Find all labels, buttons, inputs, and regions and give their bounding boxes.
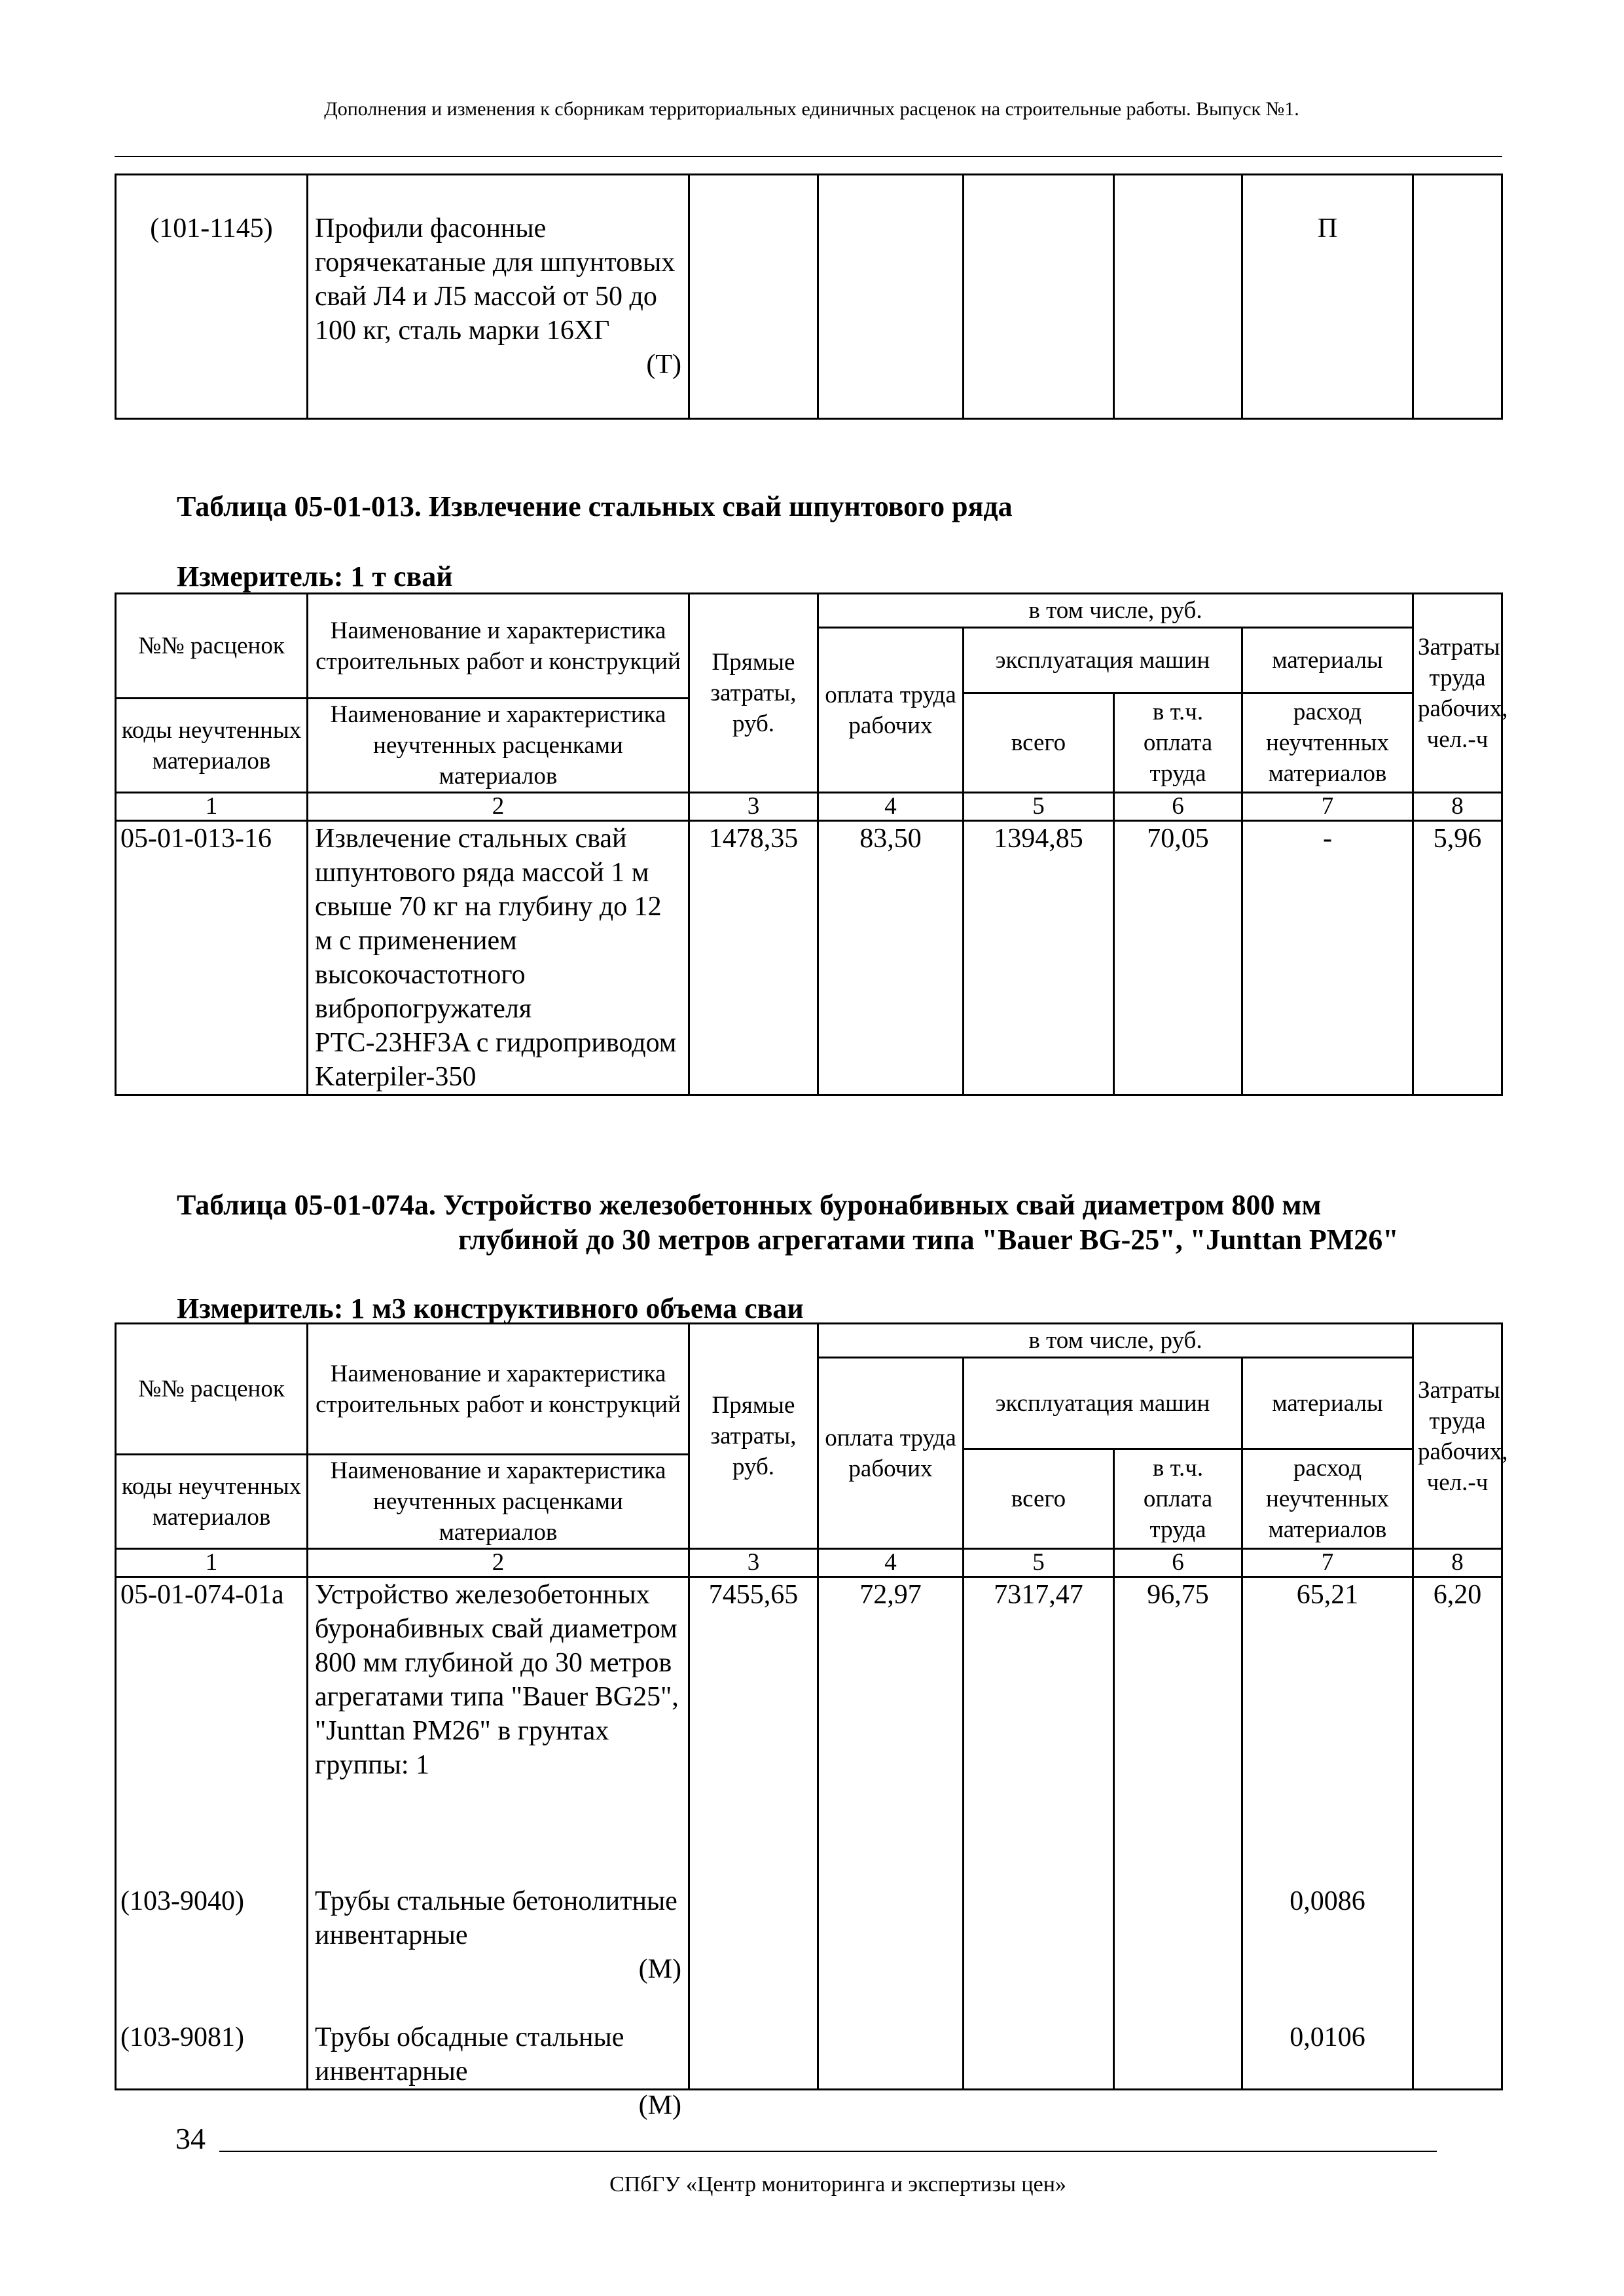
col-total-label: всего xyxy=(964,693,1114,793)
material-name: Трубы обсадные стальные инвентарные xyxy=(315,2022,624,2086)
header-rule xyxy=(115,156,1502,157)
table-title-line1: Таблица 05-01-074а. Устройство железобетонных буронабивных свай диаметром 800 мм xyxy=(177,1189,1322,1221)
material-qty: 0,0086 xyxy=(1290,1886,1365,1916)
page-number: 34 xyxy=(175,2122,206,2155)
col-incl-pay-label: в т.ч. оплата труда xyxy=(1114,693,1242,793)
col-machines-label: эксплуатация машин xyxy=(964,628,1242,693)
col-mat-use-label: расход неучтенных материалов xyxy=(1242,693,1413,793)
running-header: Дополнения и изменения к сборникам территориальных единичных расценок на строительные работы. Выпуск №1. xyxy=(324,98,1299,120)
row-materials-cell xyxy=(1242,1577,1413,2090)
col-materials-label: материалы xyxy=(1242,1358,1413,1449)
footer-org: СПбГУ «Центр мониторинга и экспертизы цен» xyxy=(609,2172,1066,2196)
col-labor-pay-label: оплата труда рабочих xyxy=(818,1358,964,1549)
row-direct: 7455,65 xyxy=(689,1577,818,2090)
row-names-cell xyxy=(308,1577,689,2121)
material-name-block xyxy=(315,1884,681,1986)
col-incl-pay-label: в т.ч. оплата труда xyxy=(1114,1449,1242,1549)
col-code-label-2: коды неучтенных материалов xyxy=(116,1455,308,1549)
col-name-label-2: Наименование и характеристика неучтенных расценками материалов xyxy=(308,699,689,793)
material-category: П xyxy=(1242,175,1413,419)
col-incl-label: в том числе, руб. xyxy=(818,594,1413,628)
row-machines-total: 7317,47 xyxy=(964,1577,1114,2090)
material-code: (103-9081) xyxy=(120,2022,244,2052)
col-code-label: №№ расценок xyxy=(116,1324,308,1455)
material-name-block xyxy=(315,2020,681,2121)
col-code-label-2: коды неучтенных материалов xyxy=(116,699,308,793)
row-materials: - xyxy=(1242,821,1413,1095)
table-title: Таблица 05-01-013. Извлечение стальных свай шпунтового ряда xyxy=(177,490,1013,522)
row-name: Устройство железобетонных буронабивных свай диаметром 800 мм глубиной до 30 метров агрегатами типа "Bauer BG25", "Junttan PM26" в грунтах группы: 1 xyxy=(315,1580,679,1780)
row-labor-cost: 6,20 xyxy=(1413,1577,1502,2090)
material-tag: (Т) xyxy=(646,350,681,380)
col-labor-pay-label: оплата труда рабочих xyxy=(818,628,964,793)
row-code: 05-01-013-16 xyxy=(116,821,308,1095)
col-name-label: Наименование и характеристика строительных работ и конструкций xyxy=(308,594,689,699)
row-code: 05-01-074-01а xyxy=(120,1580,284,1610)
rates-table-013: №№ расценок Наименование и характеристика строительных работ и конструкций Прямые затраты, руб. в том числе, руб. Затраты труда рабочих, чел.-ч оплата труда рабочих эксплуатация машин материалы всего в т.ч. оплата труда расход неучтенных материалов коды неучтенных материалов Наименование и характеристика неучтенных расценками материалов 1 2 3 4 5 6 7 8 05-01-013-16 Извлечение стальных свай шпунтового ряда массой 1 м свыше 70 кг на глубину до 12 м с применением высокочастотного вибропогружателя РТС-23HF3A с гидроприводом Katerpiler-350 1478,35 83,50 1394,85 70,05 - 5,96 xyxy=(115,592,1503,1096)
material-tag: (М) xyxy=(638,2090,681,2121)
col-code-label: №№ расценок xyxy=(116,594,308,699)
row-materials: 65,21 xyxy=(1296,1580,1359,1610)
col-direct-label: Прямые затраты, руб. xyxy=(689,594,818,793)
col-mat-use-label: расход неучтенных материалов xyxy=(1242,1449,1413,1549)
col-labor-cost-label: Затраты труда рабочих, чел.-ч xyxy=(1413,1324,1502,1549)
row-direct: 1478,35 xyxy=(689,821,818,1095)
table-row xyxy=(116,1577,1502,2090)
measure-unit: Измеритель: 1 т свай xyxy=(177,560,453,592)
material-name: Трубы стальные бетонолитные инвентарные xyxy=(315,1886,677,1950)
table-title-line2: глубиной до 30 метров агрегатами типа "Bauer BG-25", "Junttan PM26" xyxy=(458,1224,1399,1256)
material-code: (101-1145) xyxy=(116,175,308,419)
row-machines-total: 1394,85 xyxy=(964,821,1114,1095)
col-name-label: Наименование и характеристика строительных работ и конструкций xyxy=(308,1324,689,1455)
footer-rule xyxy=(219,2151,1437,2152)
row-labor-cost: 5,96 xyxy=(1413,821,1502,1095)
col-incl-label: в том числе, руб. xyxy=(818,1324,1413,1358)
row-labor: 72,97 xyxy=(818,1577,964,2090)
material-name xyxy=(308,175,689,419)
row-name: Извлечение стальных свай шпунтового ряда массой 1 м свыше 70 кг на глубину до 12 м с применением высокочастотного вибропогружателя РТС-23HF3A с гидроприводом Katerpiler-350 xyxy=(308,821,689,1095)
col-materials-label: материалы xyxy=(1242,628,1413,693)
material-name-text: Профили фасонные горячекатаные для шпунтовых свай Л4 и Л5 массой от 50 до 100 кг, сталь марки 16ХГ xyxy=(315,213,676,346)
rates-table-074a: №№ расценок Наименование и характеристика строительных работ и конструкций Прямые затраты, руб. в том числе, руб. Затраты труда рабочих, чел.-ч оплата труда рабочих эксплуатация машин материалы всего в т.ч. оплата труда расход неучтенных материалов коды неучтенных материалов Наименование и характеристика неучтенных расценками материалов 1 2 3 4 5 6 7 8 05-01-074-01а (103-9040) (103-9081) Устройство железобетонных буронабивных свай диаметром 800 мм глубиной до 30 метров агрегатами типа "Bauer BG25", "Junttan PM26" в грунтах группы: 1 Трубы стальные бетонолитные инвентарные (М) Трубы обсадные стальные инвентарные (М) 7455,65 72,97 7317,47 96,75 65,21 0,0086 0,0106 6,20 xyxy=(115,1322,1503,2090)
row-codes-cell xyxy=(116,1577,308,2090)
col-labor-cost-label: Затраты труда рабочих, чел.-ч xyxy=(1413,594,1502,793)
col-name-label-2: Наименование и характеристика неучтенных расценками материалов xyxy=(308,1455,689,1549)
material-code: (103-9040) xyxy=(120,1886,244,1916)
continuation-table xyxy=(115,173,1503,420)
measure-unit: Измеритель: 1 м3 конструктивного объема сваи xyxy=(177,1292,804,1324)
row-machines-pay: 70,05 xyxy=(1114,821,1242,1095)
material-qty: 0,0106 xyxy=(1290,2022,1365,2052)
row-labor: 83,50 xyxy=(818,821,964,1095)
col-direct-label: Прямые затраты, руб. xyxy=(689,1324,818,1549)
material-tag: (М) xyxy=(638,1954,681,1984)
col-total-label: всего xyxy=(964,1449,1114,1549)
row-machines-pay: 96,75 xyxy=(1114,1577,1242,2090)
col-machines-label: эксплуатация машин xyxy=(964,1358,1242,1449)
table-row xyxy=(116,821,1502,1095)
